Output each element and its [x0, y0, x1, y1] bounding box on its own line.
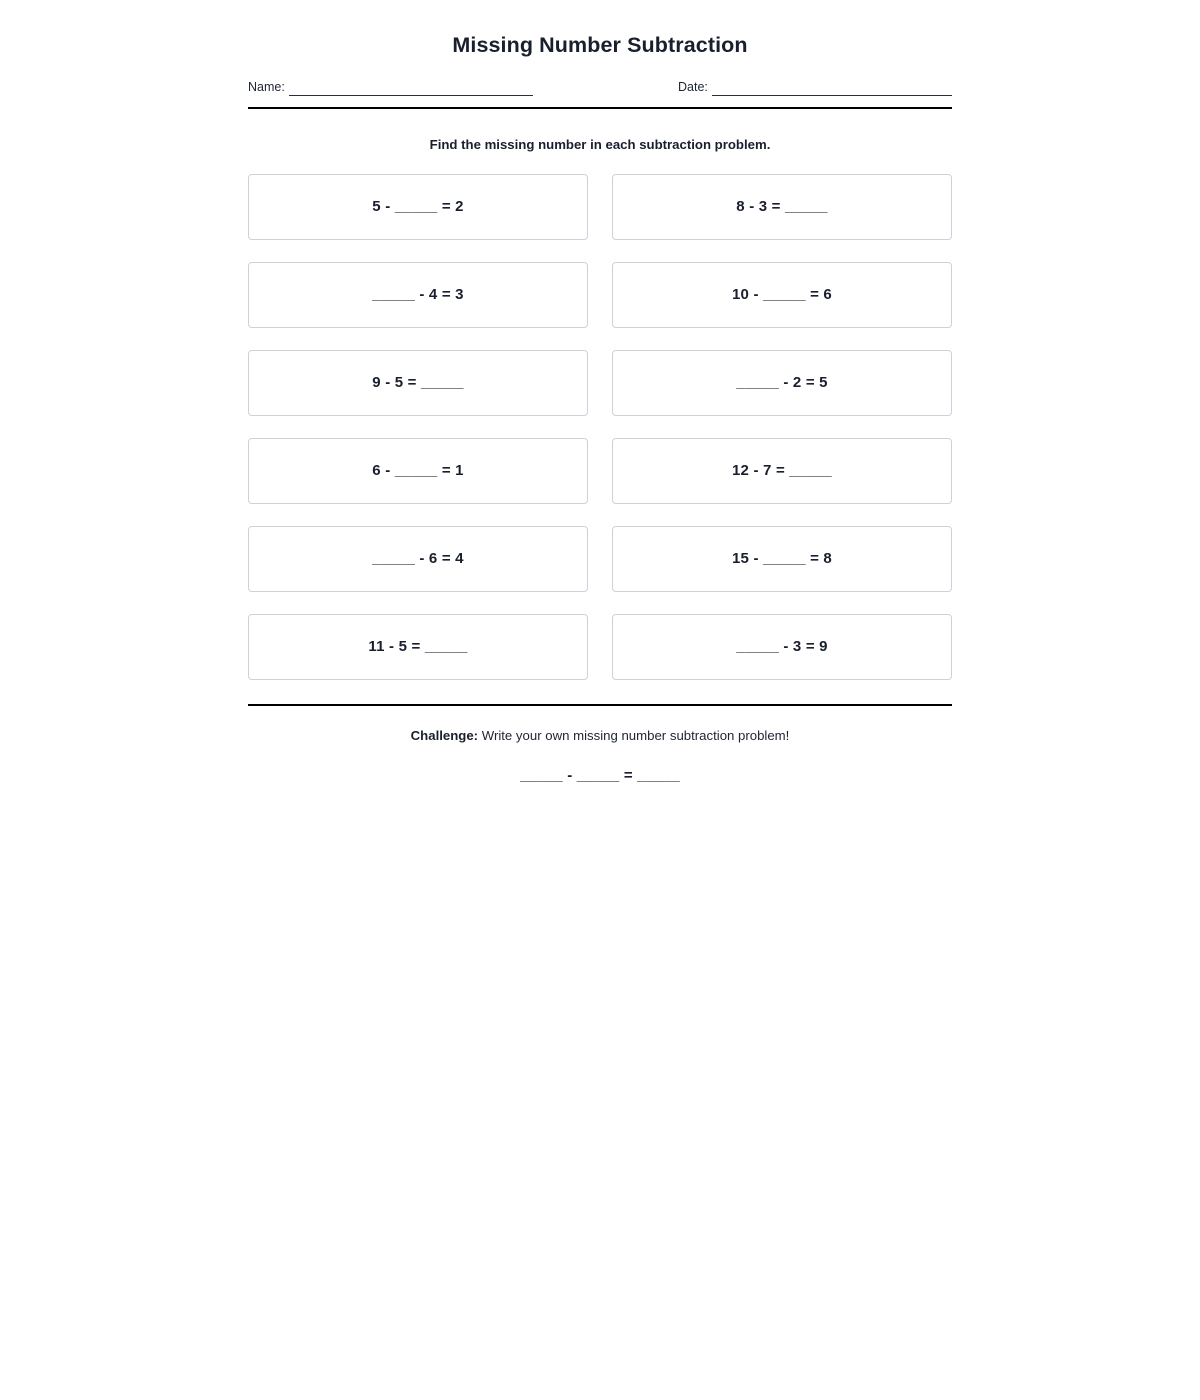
- problem-equation: 9 - 5 = _____: [372, 374, 464, 392]
- problem-equation: _____ - 6 = 4: [372, 550, 464, 568]
- date-write-line[interactable]: [712, 83, 952, 96]
- problem-equation: 11 - 5 = _____: [368, 638, 468, 656]
- problem-equation: _____ - 3 = 9: [736, 638, 828, 656]
- problem-box[interactable]: [248, 174, 588, 240]
- page-title: Missing Number Subtraction: [452, 33, 748, 57]
- problem-equation: _____ - 4 = 3: [372, 286, 464, 304]
- challenge-blank-equation[interactable]: _____ - _____ = _____: [520, 766, 680, 784]
- problem-box[interactable]: [612, 614, 952, 680]
- problem-box[interactable]: [612, 438, 952, 504]
- problem-box[interactable]: [248, 262, 588, 328]
- problem-box[interactable]: [612, 350, 952, 416]
- challenge-label: Challenge:: [410, 727, 479, 743]
- problem-equation: 15 - _____ = 8: [732, 550, 832, 568]
- problem-equation: 6 - _____ = 1: [372, 462, 464, 480]
- challenge-prompt: [248, 706, 952, 743]
- date-label: Date:: [678, 79, 708, 94]
- challenge-description: Write your own missing number subtraction problem!: [478, 727, 790, 743]
- problem-box[interactable]: [248, 438, 588, 504]
- name-label: Name:: [248, 79, 285, 94]
- instruction-text: Find the missing number in each subtraction problem.: [429, 136, 771, 152]
- problem-equation: _____ - 2 = 5: [736, 374, 828, 392]
- problem-box[interactable]: [248, 526, 588, 592]
- problem-box[interactable]: [248, 350, 588, 416]
- problem-box[interactable]: [248, 614, 588, 680]
- problem-equation: 5 - _____ = 2: [372, 198, 464, 216]
- problem-box[interactable]: [612, 526, 952, 592]
- problem-equation: 8 - 3 = _____: [736, 198, 828, 216]
- problem-box[interactable]: [612, 262, 952, 328]
- name-field[interactable]: [248, 81, 678, 96]
- problem-equation: 12 - 7 = _____: [732, 462, 832, 480]
- problem-box[interactable]: [612, 174, 952, 240]
- worksheet-content: [248, 0, 952, 784]
- name-write-line[interactable]: [289, 83, 533, 96]
- problem-grid: [248, 174, 952, 680]
- problem-equation: 10 - _____ = 6: [732, 286, 832, 304]
- date-field[interactable]: [678, 81, 952, 96]
- name-date-row: [248, 81, 952, 96]
